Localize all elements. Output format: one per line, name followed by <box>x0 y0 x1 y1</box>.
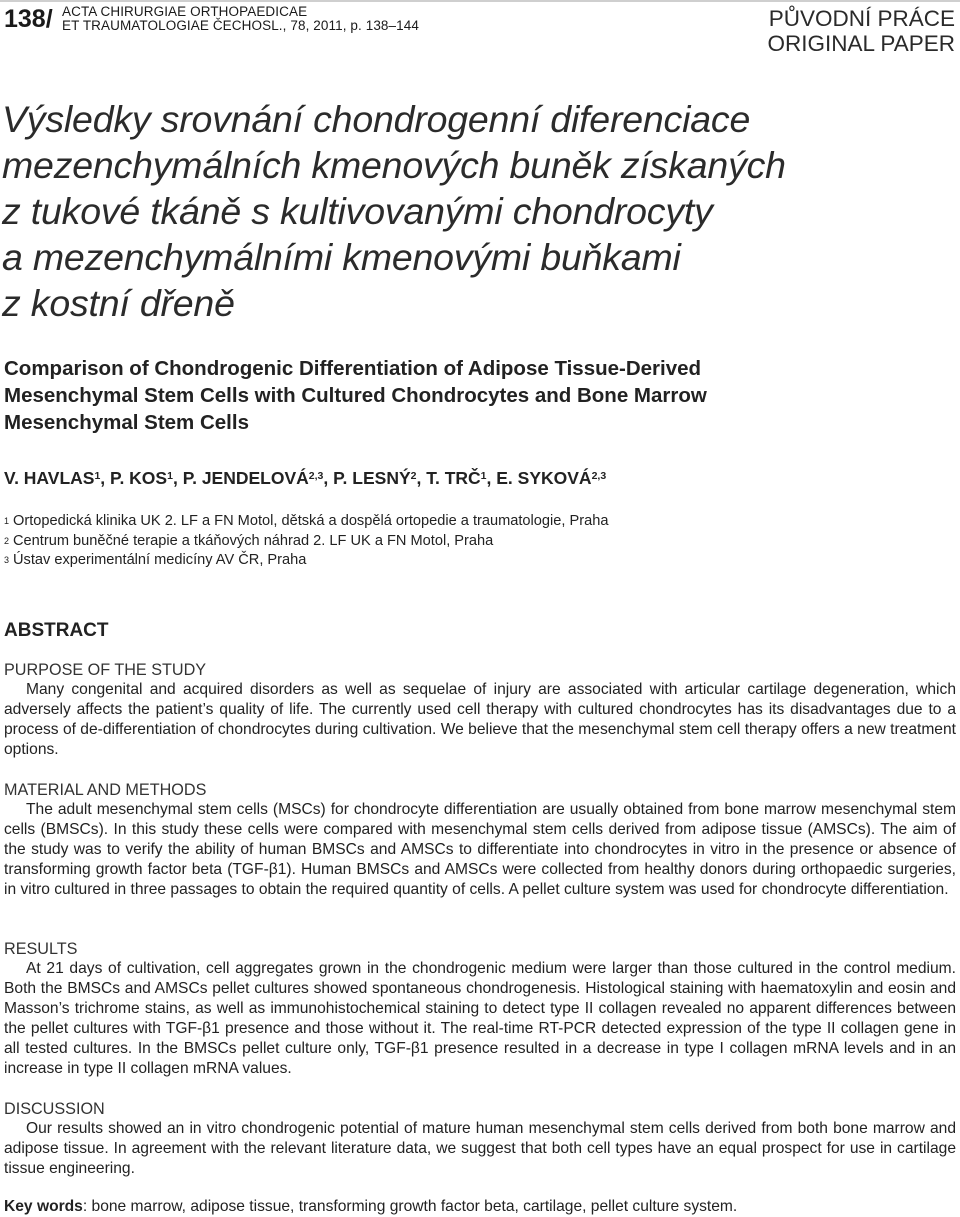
section-label-cz: PŮVODNÍ PRÁCE <box>768 6 955 31</box>
affiliation-mark: 2 <box>4 535 10 546</box>
abstract-heading: ABSTRACT <box>4 620 109 641</box>
section-heading: DISCUSSION <box>4 1100 105 1118</box>
section-paragraph: Many congenital and acquired disorders as well as sequelae of injury are associated with articular cartilage degeneration, which adversely affects the patient’s quality of life. The currently used cell therapy with cultured chondrocytes has its disadvantages due to a process of de-differentiation of chondrocytes during cultivation. We believe that the mesenchymal stem cell therapy offers a new treatment options. <box>4 681 956 758</box>
affiliation-text: Ústav experimentální medicíny AV ČR, Praha <box>13 552 307 568</box>
title-czech-line: z tukové tkáně s kultivovanými chondrocyty <box>2 190 713 232</box>
affiliation-item <box>4 532 608 552</box>
page-number: 138/ <box>4 5 53 33</box>
affiliation-mark: 3 <box>4 555 10 565</box>
author-list: V. HAVLAS$^1$, P. KOS$^1$, P. JENDELOVÁ$^{2,3}$, P. LESNÝ$^2$, T. TRČ$^1$, E. SYKOVÁ$^{2,3}$ <box>4 468 607 488</box>
title-czech-line: a mezenchymálními kmenovými buňkami <box>2 236 681 278</box>
section-paragraph: The adult mesenchymal stem cells (MSCs) for chondrocyte differentiation are usually obtained from bone marrow mesenchymal stem cells (BMSCs). In this study these cells were compared with mesenchymal stem cells derived from adipose tissue (AMSCs). The aim of the study was to verify the ability of human BMSCs and AMSCs to differentiate into chondrocytes in vitro in the presence or absence of transforming growth factor beta (TGF-β1). Human BMSCs and AMSCs were collected from healthy donors during orthopaedic surgeries, in vitro cultured in three passages to obtain the required quantity of cells. A pellet culture system was used for chondrocyte differentiation. <box>4 801 956 898</box>
author-name: P. JENDELOVÁ <box>182 468 309 488</box>
author-affiliation-mark: 2,3 <box>308 470 324 482</box>
section-heading: RESULTS <box>4 940 78 958</box>
author-affiliation-mark: 1 <box>167 470 173 482</box>
journal-issue: ET TRAUMATOLOGIAE ČECHOSL., 78, 2011, p. 138–144 <box>62 18 419 33</box>
keywords-text: : bone marrow, adipose tissue, transforming growth factor beta, cartilage, pellet culture system. <box>82 1198 738 1215</box>
author-affiliation-mark: 2 <box>410 470 417 482</box>
affiliation-item <box>4 512 608 532</box>
author-affiliation-mark: 1 <box>480 470 487 482</box>
section-label <box>767 6 955 56</box>
author-affiliation-mark: 2,3 <box>591 470 607 482</box>
author-name: V. HAVLAS <box>4 468 95 488</box>
journal-citation <box>62 5 419 33</box>
affiliations <box>4 512 608 571</box>
title-czech-line: mezenchymálních kmenových buněk získaných <box>2 144 786 186</box>
section-heading: PURPOSE OF THE STUDY <box>4 661 207 679</box>
section-label-en: ORIGINAL PAPER <box>767 31 955 56</box>
affiliation-text: Ortopedická klinika UK 2. LF a FN Motol, dětská a dospělá ortopedie a traumatologie, Praha <box>13 513 609 529</box>
author-name: P. KOS <box>110 468 168 488</box>
author-name: E. SYKOVÁ <box>496 468 592 488</box>
journal-name: ACTA CHIRURGIAE ORTHOPAEDICAE <box>62 4 308 19</box>
author-affiliation-mark: 1 <box>94 470 101 482</box>
abstract-section-discussion <box>4 1099 956 1179</box>
section-paragraph: At 21 days of cultivation, cell aggregates grown in the chondrogenic medium were larger than those cultured in the control medium. Both the BMSCs and AMSCs pellet cultures showed spontaneous chondrogenesis. Histological staining with haematoxylin and eosin and Masson’s trichrome stains, as well as immunohistochemical staining to detect type II collagen revealed no apparent differences between the pellet cultures with TGF-β1 presence and those without it. The real-time RT-PCR detected expression of the type II collagen gene in all tested cultures. In the BMSCs pellet culture only, TGF-β1 presence resulted in a decrease in type I collagen mRNA levels and in an increase in type II collagen mRNA values. <box>4 960 956 1077</box>
title-czech <box>2 96 952 326</box>
affiliation-item <box>4 551 608 571</box>
title-czech-line: Výsledky srovnání chondrogenní diferenciace <box>2 98 751 140</box>
top-rule <box>0 0 960 2</box>
title-english <box>4 355 954 436</box>
section-heading: MATERIAL AND METHODS <box>4 781 207 799</box>
affiliation-text: Centrum buněčné terapie a tkáňových náhrad 2. LF UK a FN Motol, Praha <box>13 532 494 549</box>
affiliation-mark: 1 <box>4 516 10 526</box>
abstract-section-methods <box>4 780 956 900</box>
keywords <box>4 1197 737 1217</box>
section-paragraph: Our results showed an in vitro chondrogenic potential of mature human mesenchymal stem cells derived from both bone marrow and adipose tissue. In agreement with the relevant literature data, we suggest that both cell types have an equal prospect for use in cartilage tissue engineering. <box>4 1120 956 1177</box>
title-english-line: Mesenchymal Stem Cells with Cultured Chondrocytes and Bone Marrow <box>4 384 707 407</box>
abstract-section-results <box>4 939 956 1079</box>
author-name: P. LESNÝ <box>333 468 411 488</box>
title-english-line: Mesenchymal Stem Cells <box>4 411 249 434</box>
abstract-section-purpose <box>4 660 956 760</box>
title-czech-line: z kostní dřeně <box>2 282 235 324</box>
author-name: T. TRČ <box>426 468 481 488</box>
title-english-line: Comparison of Chondrogenic Differentiation of Adipose Tissue-Derived <box>4 357 702 380</box>
keywords-label: Key words <box>4 1198 83 1215</box>
